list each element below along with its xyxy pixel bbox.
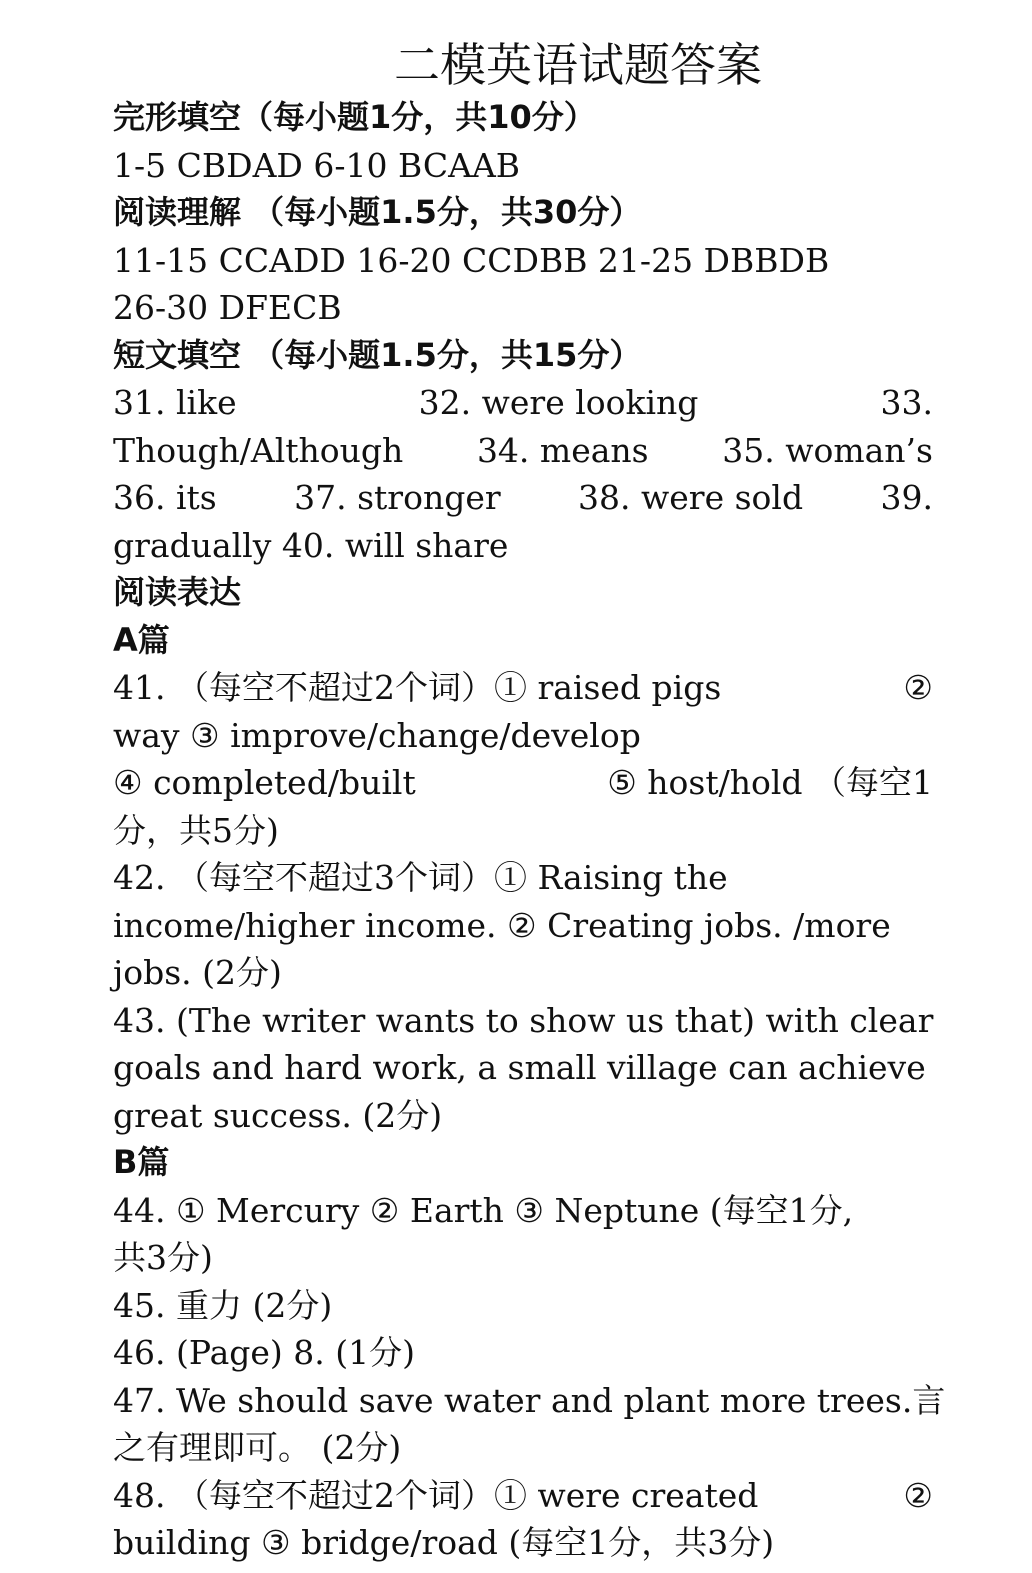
answer-line: 11-15 CCADD 16-20 CCDBB 21-25 DBBDB: [113, 240, 830, 280]
answer-line: [113, 1044, 933, 1092]
answer-fragment: ⑤ host/hold （每空1: [607, 763, 933, 802]
answer-line: [113, 427, 933, 475]
answer-line: [113, 902, 933, 950]
section-heading: 阅读表达: [113, 573, 242, 611]
answer-line: [113, 997, 933, 1045]
page-title: 二模英语试题答案: [394, 38, 762, 92]
answer-line: 之有理即可。 (2分): [113, 1428, 402, 1467]
answer-line: [113, 664, 933, 712]
answer-fragment: 34. means: [476, 430, 649, 470]
answer-fragment: 42. （每空不超过3个词）① Raising the: [113, 858, 728, 897]
answer-fragment: 43. (The writer wants to show us that) with clear: [113, 1000, 934, 1040]
answer-fragment: ②: [903, 668, 933, 707]
answer-line: [113, 854, 933, 902]
answer-line: building ③ bridge/road (每空1分，共3分): [113, 1523, 775, 1562]
answer-sheet: [113, 36, 946, 1567]
answer-line: [113, 379, 933, 427]
answer-line: [113, 1472, 933, 1520]
answer-line: 分，共5分): [113, 810, 279, 850]
answer-fragment: 38. were sold: [578, 478, 804, 517]
answer-line: 46. (Page) 8. (1分): [113, 1333, 415, 1372]
answer-fragment: 37. stronger: [294, 478, 501, 517]
answer-line: [113, 759, 933, 807]
answer-line: 1-5 CBDAD 6-10 BCAAB: [113, 145, 521, 185]
answer-fragment: 35. woman’s: [722, 430, 933, 470]
section-heading: A篇: [113, 620, 170, 659]
answer-fragment: 33.: [880, 383, 933, 422]
answer-fragment: 41. （每空不超过2个词）① raised pigs: [113, 668, 722, 707]
answer-fragment: 47. We should save water and plant more trees.言: [113, 1380, 946, 1420]
section-heading: 完形填空（每小题1分，共10分）: [113, 98, 596, 136]
answer-line: 45. 重力 (2分): [113, 1285, 333, 1325]
answer-lines: [113, 94, 946, 1567]
answer-fragment: Though/Although: [113, 430, 404, 470]
section-heading: 阅读理解 （每小题1.5分，共30分）: [113, 193, 642, 231]
answer-fragment: income/higher income. ② Creating jobs. /more: [113, 905, 891, 945]
answer-line: great success. (2分): [113, 1095, 443, 1135]
section-heading: 短文填空 （每小题1.5分，共15分）: [113, 335, 642, 374]
answer-fragment: 31. like: [113, 383, 237, 422]
answer-fragment: ②: [903, 1475, 933, 1515]
answer-line: jobs. (2分): [113, 953, 282, 992]
answer-line: 44. ① Mercury ② Earth ③ Neptune (每空1分,: [113, 1190, 854, 1230]
section-heading: B篇: [113, 1143, 170, 1181]
answer-fragment: 48. （每空不超过2个词）① were created: [113, 1475, 759, 1515]
answer-fragment: 32. were looking: [418, 383, 699, 422]
answer-line: way ③ improve/change/develop: [113, 715, 641, 755]
answer-fragment: 36. its: [113, 478, 217, 517]
answer-line: gradually 40. will share: [113, 525, 509, 565]
answer-fragment: 39.: [880, 478, 933, 517]
answer-fragment: goals and hard work, a small village can achieve: [113, 1048, 926, 1087]
answer-line: [113, 1377, 946, 1425]
answer-line: 共3分): [113, 1238, 213, 1277]
answer-fragment: ④ completed/built: [113, 763, 416, 802]
answer-line: 26-30 DFECB: [113, 288, 342, 327]
answer-line: [113, 474, 933, 522]
